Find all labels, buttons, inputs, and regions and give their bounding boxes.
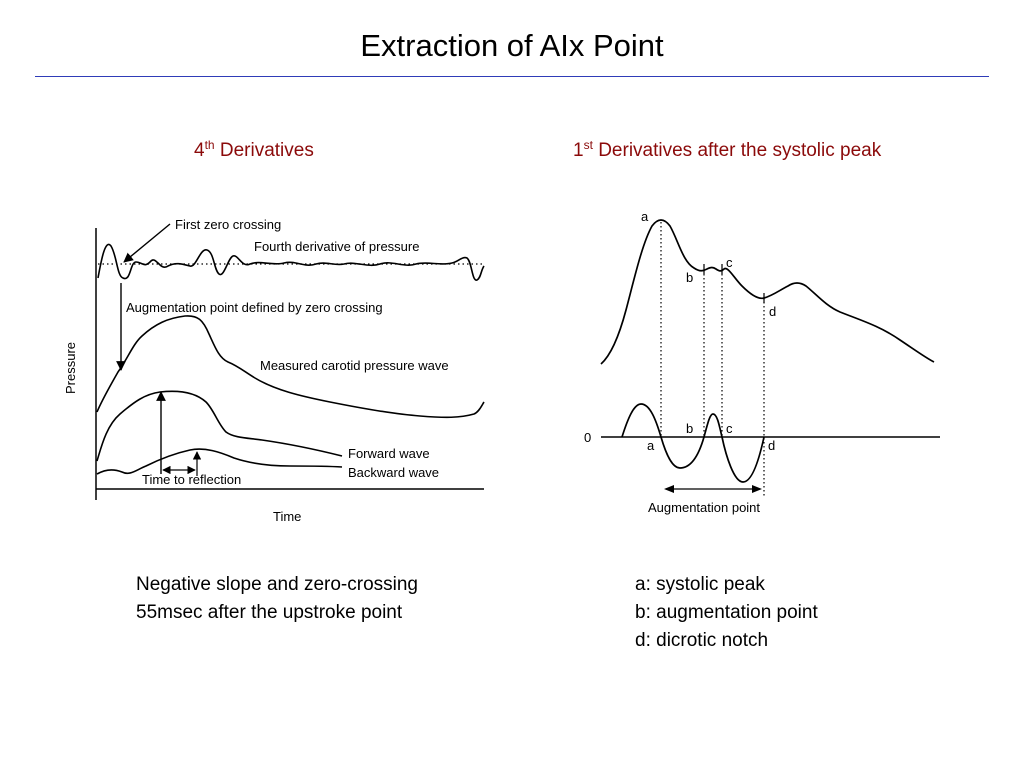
label-a-upper: a [641,209,649,224]
label-d-upper: d [769,304,777,319]
page-title: Extraction of AIx Point [360,28,664,63]
right-note-line: d: dicrotic notch [635,630,769,651]
label-d-lower: d [768,438,776,453]
label-c-upper: c [726,255,733,270]
left-heading-sup: th [204,138,215,152]
right-note-line: a: systolic peak [635,574,765,595]
fourth-derivative-label: Fourth derivative of pressure [254,239,420,254]
augmentation-point-label: Augmentation point defined by zero crossing [126,300,383,315]
augmentation-point-caption: Augmentation point [648,500,761,515]
right-heading-text: Derivatives after the systolic peak [592,140,882,161]
label-c-lower: c [726,421,733,436]
right-note-line: b: augmentation point [635,602,818,623]
augmentation-arrowhead-left [664,485,674,493]
left-heading-base: 4 [194,140,205,161]
zero-label: 0 [584,430,592,445]
label-b-upper: b [686,270,694,285]
augmentation-arrowhead-right [752,485,762,493]
right-heading-sup: st [583,138,593,152]
first-zero-crossing-label: First zero crossing [175,217,282,232]
backward-wave-label: Backward wave [348,465,440,480]
right-notes [635,571,818,655]
x-axis-label: Time [273,509,302,524]
measured-wave-label: Measured carotid pressure wave [260,358,449,373]
label-a-lower: a [647,438,655,453]
left-note-line: 55msec after the upstroke point [136,602,403,623]
left-heading-text: Derivatives [214,140,314,161]
first-derivative-curve [622,404,764,482]
right-heading-base: 1 [573,140,584,161]
pressure-curve [601,220,934,364]
y-axis-label: Pressure [63,341,78,394]
forward-wave-label: Forward wave [348,446,430,461]
label-b-lower: b [686,421,694,436]
left-note-line: Negative slope and zero-crossing [136,574,418,595]
left-notes [136,571,418,627]
time-to-reflection-label: Time to reflection [142,472,242,487]
